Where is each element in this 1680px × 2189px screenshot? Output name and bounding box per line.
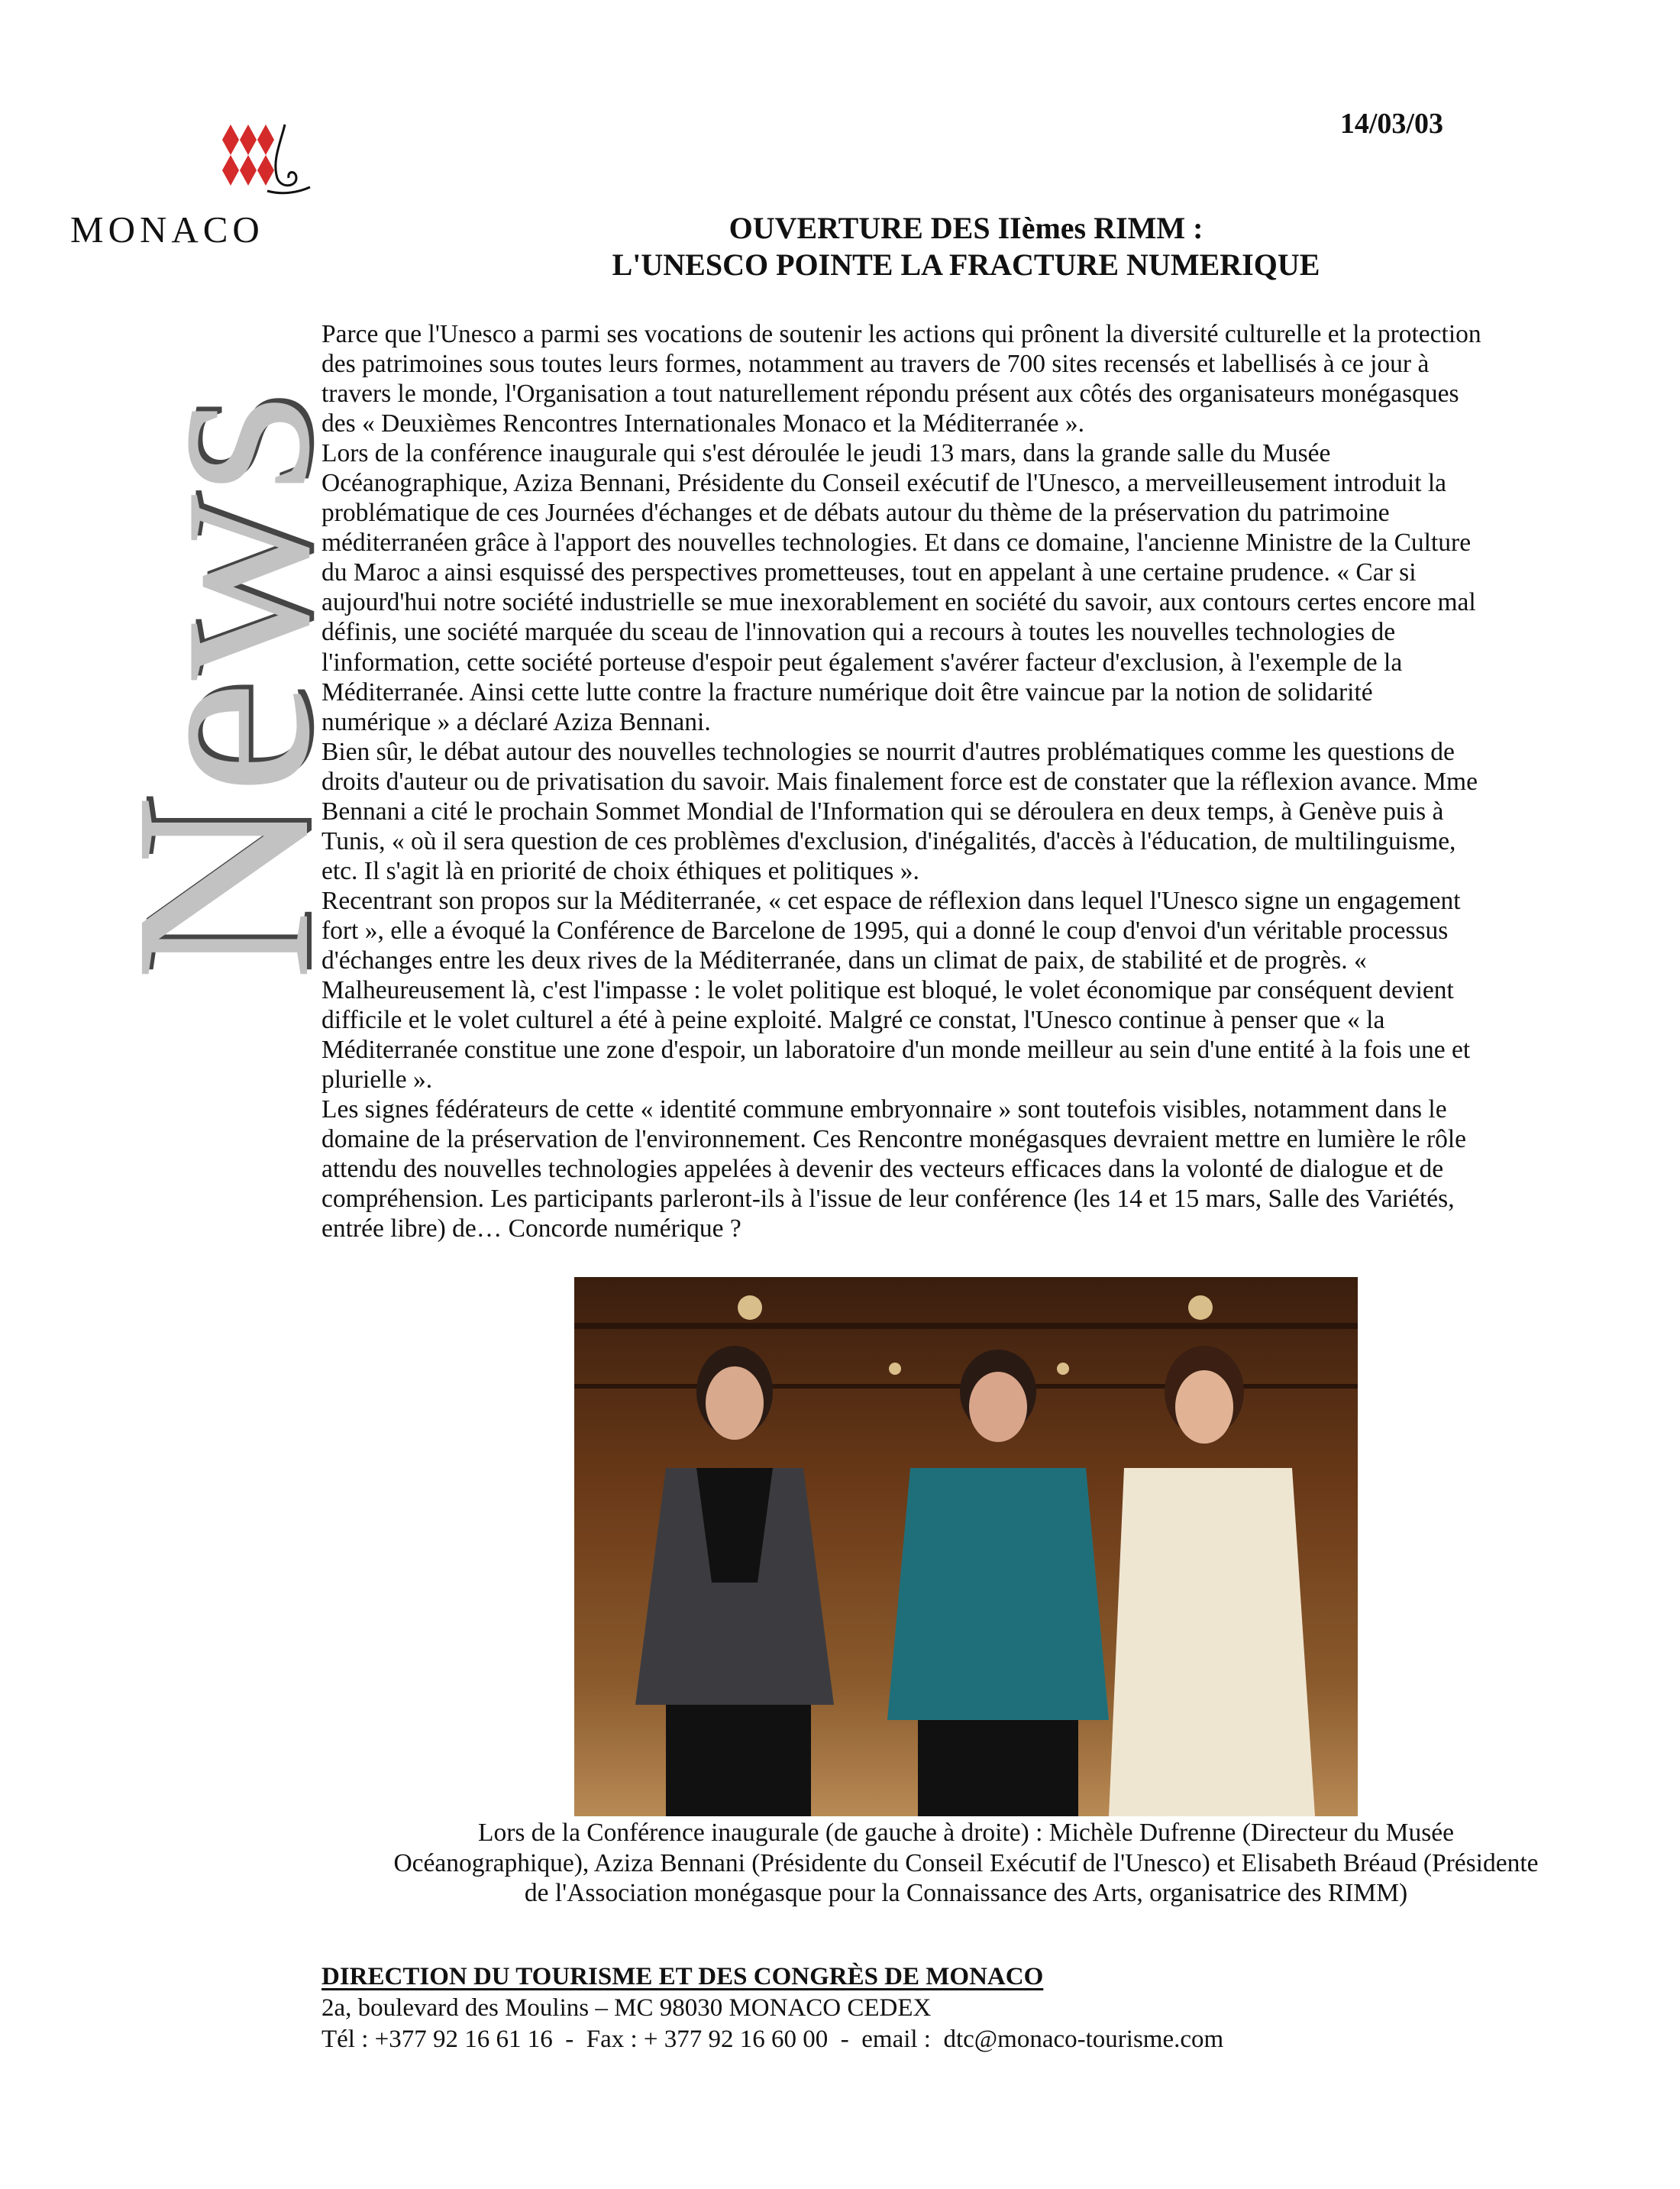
body-line: Bien sûr, le débat autour des nouvelles technologies se nourrit d'autres problématiques comme les questions de bbox=[321, 737, 1455, 766]
body-line: plurielle ». bbox=[321, 1065, 433, 1094]
body-line: d'échanges entre les deux rives de la Méditerranée, dans un climat de paix, de stabilité et de progrès. « bbox=[321, 946, 1367, 975]
body-line: Recentrant son propos sur la Méditerranée, « cet espace de réflexion dans lequel l'Unesco signe un engagement bbox=[321, 886, 1461, 915]
photo-caption bbox=[305, 1818, 1627, 1909]
diamond-crest-icon bbox=[222, 124, 274, 186]
body-line: Tunis, « où il sera question de ces problèmes d'exclusion, d'inégalités, d'accès à l'éducation, de multilinguisme, bbox=[321, 826, 1456, 855]
body-line: travers le monde, l'Organisation a tout naturellement répondu présent aux côtés des organisateurs monégasques bbox=[321, 380, 1459, 409]
footer-address: 2a, boulevard des Moulins – MC 98030 MONACO CEDEX bbox=[321, 1994, 932, 2022]
body-line: définis, une société marquée du sceau de l'innovation qui a recours à toutes les nouvelles technologies de bbox=[321, 618, 1396, 647]
body-line: Lors de la conférence inaugurale qui s'est déroulée le jeudi 13 mars, dans la grande salle du Musée bbox=[321, 439, 1331, 468]
body-line: l'information, cette société porteuse d'espoir peut également s'avérer facteur d'exclusion, à l'exemple de la bbox=[321, 648, 1403, 677]
body-line: Océanographique, Aziza Bennani, Présidente du Conseil exécutif de l'Unesco, a merveilleusement introduit la bbox=[321, 469, 1447, 498]
body-line: Bennani a cité le prochain Sommet Mondial de l'Information qui se déroulera en deux temps, à Genève puis à bbox=[321, 797, 1444, 826]
footer-contact bbox=[321, 1961, 1223, 2055]
body-line: des patrimoines sous toutes leurs formes, notamment au travers de 700 sites recensés et labellisés à ce jour à bbox=[321, 350, 1430, 379]
news-side-label bbox=[83, 386, 362, 989]
document-date: 14/03/03 bbox=[1339, 108, 1443, 140]
swirl-icon bbox=[267, 124, 310, 193]
article-body bbox=[321, 319, 1481, 1243]
title-line: L'UNESCO POINTE LA FRACTURE NUMERIQUE bbox=[612, 247, 1320, 282]
article-title bbox=[458, 210, 1474, 283]
news-label-text: News bbox=[83, 407, 362, 981]
body-line: compréhension. Les participants parleront-ils à l'issue de leur conférence (les 14 et 15 mars, Salle des Variétés, bbox=[321, 1185, 1455, 1214]
body-line: domaine de la préservation de l'environnement. Ces Rencontre monégasques devraient mettre en lumière le rôle bbox=[321, 1125, 1467, 1154]
body-line: Méditerranée. Ainsi cette lutte contre la fracture numérique doit être vaincue par la notion de solidarité bbox=[321, 677, 1373, 706]
footer-contact-line: Tél : +377 92 16 61 16 - Fax : + 377 92 16 60 00 - email : dtc@monaco-tourisme.com bbox=[321, 2026, 1224, 2053]
caption-line: Lors de la Conférence inaugurale (de gauche à droite) : Michèle Dufrenne (Directeur du Musée bbox=[477, 1819, 1454, 1847]
caption-line: de l'Association monégasque pour la Connaissance des Arts, organisatrice des RIMM) bbox=[524, 1879, 1408, 1907]
conference-photo bbox=[574, 1277, 1358, 1816]
body-line: aujourd'hui notre société industrielle se mue inexorablement en société du savoir, aux contours certes encore mal bbox=[321, 588, 1476, 617]
title-line: OUVERTURE DES IIèmes RIMM : bbox=[729, 211, 1203, 245]
body-line: etc. Il s'agit là en priorité de choix éthiques et politiques ». bbox=[321, 856, 919, 885]
logo-wordmark: MONACO bbox=[70, 209, 264, 251]
body-line: Les signes fédérateurs de cette « identité commune embryonnaire » sont toutefois visibles, notamment dans le bbox=[321, 1095, 1447, 1124]
body-line: difficile et le volet culturel a été à peine exploité. Malgré ce constat, l'Unesco continue à penser que « la bbox=[321, 1006, 1385, 1035]
body-line: méditerranéen grâce à l'apport des nouvelles technologies. Et dans ce domaine, l'ancienne Ministre de la Culture bbox=[321, 529, 1472, 558]
body-line: Méditerranée constitue une zone d'espoir, un laboratoire d'un monde meilleur au sein d'une entité à la fois une et bbox=[321, 1036, 1471, 1065]
caption-line: Océanographique), Aziza Bennani (Présidente du Conseil Exécutif de l'Unesco) et Elisabeth Bréaud (Présidente bbox=[393, 1848, 1539, 1877]
body-line: droits d'auteur ou de privatisation du savoir. Mais finalement force est de constater que la réflexion avance. Mme bbox=[321, 767, 1478, 796]
body-line: du Maroc a ainsi esquissé des perspectives prometteuses, tout en appelant à une certaine prudence. « Car si bbox=[321, 558, 1417, 587]
footer-organization: DIRECTION DU TOURISME ET DES CONGRÈS DE MONACO bbox=[321, 1963, 1044, 1990]
body-line: fort », elle a évoqué la Conférence de Barcelone de 1995, qui a donné le coup d'envoi d'un véritable processus bbox=[321, 916, 1449, 945]
body-line: Parce que l'Unesco a parmi ses vocations de soutenir les actions qui prônent la diversité culturelle et la protection bbox=[321, 320, 1481, 348]
body-line: entrée libre) de… Concorde numérique ? bbox=[321, 1214, 741, 1243]
body-line: des « Deuxièmes Rencontres Internationales Monaco et la Méditerranée ». bbox=[321, 409, 1085, 438]
body-line: attendu des nouvelles technologies appelées à devenir des vecteurs efficaces dans la volonté de dialogue et de bbox=[321, 1155, 1444, 1184]
body-line: numérique » a déclaré Aziza Bennani. bbox=[321, 707, 711, 736]
body-line: Malheureusement là, c'est l'impasse : le volet politique est bloqué, le volet économique par conséquent devient bbox=[321, 976, 1454, 1005]
body-line: problématique de ces Journées d'échanges et de débats autour du thème de la préservation du patrimoine bbox=[321, 499, 1390, 528]
